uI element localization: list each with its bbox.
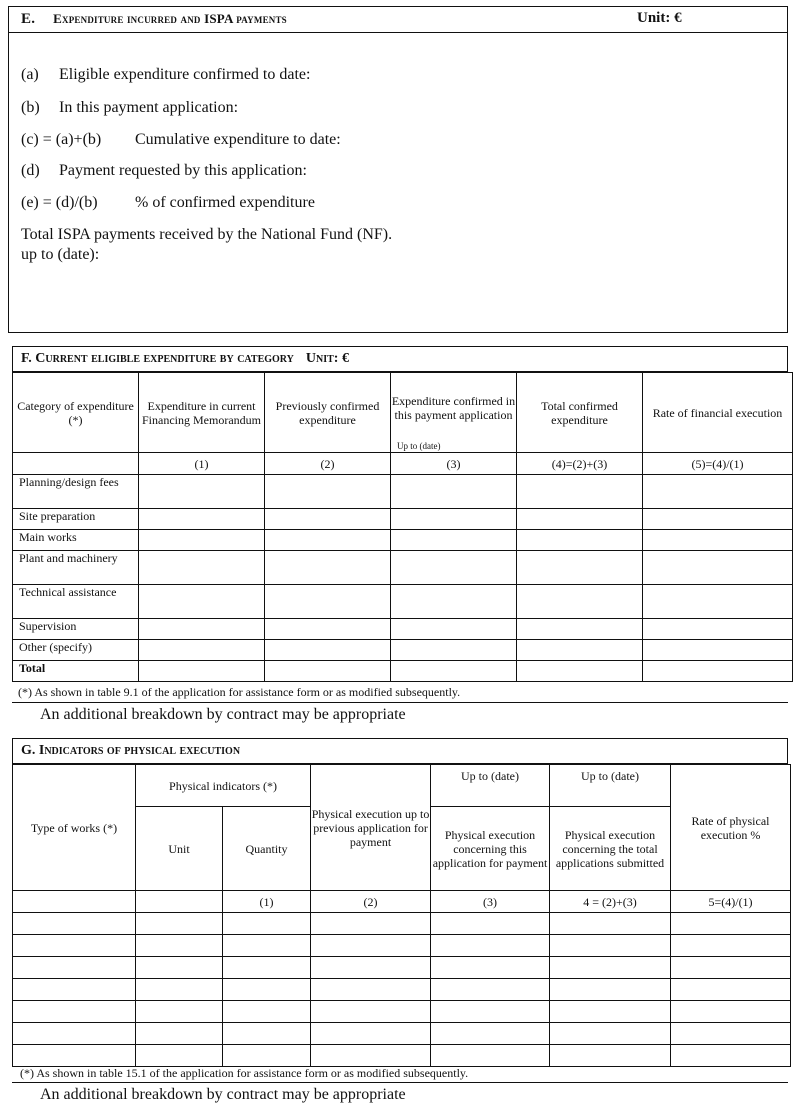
table-row — [13, 585, 793, 619]
e-line-label: (d) — [21, 162, 40, 179]
header-confirmed-this-application — [391, 373, 517, 453]
column-number: (1) — [223, 891, 311, 913]
e-line-text: Cumulative expenditure to date: — [135, 131, 341, 148]
table-row — [13, 551, 793, 585]
input-cell[interactable] — [311, 1001, 431, 1023]
column-number: (5)=(4)/(1) — [643, 453, 793, 475]
e-line-b — [21, 99, 238, 117]
input-cell[interactable] — [391, 551, 517, 585]
header-expenditure-fm: Expenditure in current Financing Memorandum — [139, 373, 265, 453]
input-cell[interactable] — [517, 619, 643, 640]
header-category: Category of expenditure (*) — [13, 373, 139, 453]
table-row — [13, 913, 791, 935]
header-physical-indicators: Physical indicators (*) — [136, 765, 311, 807]
e-line-text: In this payment application: — [59, 99, 239, 116]
section-g-note: An additional breakdown by contract may be appropriate — [40, 1086, 406, 1103]
section-f-title — [21, 351, 349, 367]
e-line-d — [21, 162, 307, 180]
input-cell[interactable] — [517, 509, 643, 530]
input-cell[interactable] — [311, 913, 431, 935]
column-number: (2) — [265, 453, 391, 475]
input-cell[interactable] — [139, 661, 265, 682]
input-cell[interactable] — [517, 475, 643, 509]
column-number: (1) — [139, 453, 265, 475]
input-cell[interactable] — [643, 619, 793, 640]
input-cell[interactable] — [391, 509, 517, 530]
input-cell[interactable] — [517, 661, 643, 682]
input-cell[interactable] — [311, 935, 431, 957]
column-number: (2) — [311, 891, 431, 913]
header-total-confirmed: Total confirmed expenditure — [517, 373, 643, 453]
input-cell[interactable] — [136, 1023, 223, 1045]
input-cell[interactable] — [391, 530, 517, 551]
input-cell[interactable] — [550, 979, 671, 1001]
input-cell[interactable] — [643, 585, 793, 619]
header-upto-date-2: Up to (date) — [550, 765, 671, 807]
header-physical-total: Physical execution concerning the total applications submitted — [550, 807, 671, 891]
input-cell[interactable] — [223, 1023, 311, 1045]
input-cell[interactable] — [13, 1023, 136, 1045]
section-e-box — [8, 33, 788, 333]
input-cell[interactable] — [223, 935, 311, 957]
input-cell[interactable] — [643, 551, 793, 585]
input-cell[interactable] — [643, 640, 793, 661]
column-number: (3) — [391, 453, 517, 475]
section-e-header — [8, 6, 788, 33]
input-cell[interactable] — [136, 1045, 223, 1067]
input-cell[interactable] — [265, 530, 391, 551]
header-type-of-works: Type of works (*) — [13, 765, 136, 891]
header-upto-date-1: Up to (date) — [431, 765, 550, 807]
table-row — [13, 1023, 791, 1045]
input-cell[interactable] — [671, 913, 791, 935]
section-f-unit: Unit: € — [305, 351, 349, 366]
input-cell[interactable] — [671, 1001, 791, 1023]
category-cell: Other (specify) — [13, 640, 139, 661]
section-e-letter: E. — [21, 11, 36, 27]
input-cell[interactable] — [517, 640, 643, 661]
e-line-label: (a) — [21, 66, 39, 83]
input-cell[interactable] — [311, 1023, 431, 1045]
header-physical-this: Physical execution concerning this application for payment — [431, 807, 550, 891]
e-line-text: Payment requested by this application: — [59, 162, 307, 179]
input-cell[interactable] — [265, 475, 391, 509]
category-cell-total: Total — [13, 661, 139, 682]
category-cell: Planning/design fees — [13, 475, 139, 509]
section-g-header — [12, 738, 788, 764]
table-row — [13, 530, 793, 551]
table-row — [13, 619, 793, 640]
input-cell[interactable] — [671, 1023, 791, 1045]
input-cell[interactable] — [139, 619, 265, 640]
column-number-blank — [13, 453, 139, 475]
input-cell[interactable] — [139, 585, 265, 619]
input-cell[interactable] — [431, 1001, 550, 1023]
header-unit: Unit — [136, 807, 223, 891]
table-header-row — [13, 373, 793, 453]
input-cell[interactable] — [311, 979, 431, 1001]
input-cell[interactable] — [265, 551, 391, 585]
table-row — [13, 1001, 791, 1023]
input-cell[interactable] — [517, 530, 643, 551]
table-row — [13, 935, 791, 957]
input-cell[interactable] — [265, 640, 391, 661]
input-cell[interactable] — [265, 509, 391, 530]
e-line-label: (e) = (d)/(b) — [21, 194, 98, 211]
input-cell[interactable] — [391, 619, 517, 640]
header-rate-financial: Rate of financial execution — [643, 373, 793, 453]
input-cell[interactable] — [391, 475, 517, 509]
e-line-e — [21, 194, 315, 212]
table-row — [13, 957, 791, 979]
input-cell[interactable] — [431, 957, 550, 979]
table-row — [13, 509, 793, 530]
e-line-label: (b) — [21, 99, 40, 116]
input-cell[interactable] — [13, 913, 136, 935]
column-number-blank — [136, 891, 223, 913]
input-cell[interactable] — [431, 913, 550, 935]
input-cell[interactable] — [517, 585, 643, 619]
column-number-row — [13, 891, 791, 913]
input-cell[interactable] — [391, 640, 517, 661]
input-cell[interactable] — [671, 1045, 791, 1067]
input-cell[interactable] — [223, 913, 311, 935]
input-cell[interactable] — [311, 957, 431, 979]
input-cell[interactable] — [223, 957, 311, 979]
input-cell[interactable] — [643, 475, 793, 509]
section-g-footnote: (*) As shown in table 15.1 of the application for assistance form or as modified subsequently. — [12, 1066, 788, 1083]
category-cell: Plant and machinery — [13, 551, 139, 585]
column-number: (3) — [431, 891, 550, 913]
input-cell[interactable] — [550, 1045, 671, 1067]
input-cell[interactable] — [136, 1001, 223, 1023]
category-cell: Technical assistance — [13, 585, 139, 619]
input-cell[interactable] — [431, 979, 550, 1001]
input-cell[interactable] — [139, 551, 265, 585]
input-cell[interactable] — [550, 913, 671, 935]
column-number: 4 = (2)+(3) — [550, 891, 671, 913]
input-cell[interactable] — [550, 935, 671, 957]
e-total-line-2: up to (date): — [21, 246, 100, 263]
section-e-title — [21, 11, 287, 28]
total-row — [13, 661, 793, 682]
input-cell[interactable] — [136, 935, 223, 957]
input-cell[interactable] — [136, 979, 223, 1001]
physical-execution-table — [12, 764, 791, 1067]
input-cell[interactable] — [643, 661, 793, 682]
input-cell[interactable] — [311, 1045, 431, 1067]
input-cell[interactable] — [431, 1023, 550, 1045]
header-physical-previous: Physical execution up to previous application for payment — [311, 765, 431, 891]
input-cell[interactable] — [223, 1045, 311, 1067]
input-cell[interactable] — [13, 979, 136, 1001]
input-cell[interactable] — [139, 475, 265, 509]
table-row — [13, 979, 791, 1001]
input-cell[interactable] — [550, 957, 671, 979]
expenditure-by-category-table — [12, 372, 793, 682]
upto-date-label: Up to (date) — [397, 441, 441, 451]
input-cell[interactable] — [139, 640, 265, 661]
section-g-title: G. Indicators of physical execution — [21, 743, 241, 758]
input-cell[interactable] — [671, 935, 791, 957]
section-e-unit: Unit: € — [637, 10, 682, 26]
category-cell: Main works — [13, 530, 139, 551]
section-f-header — [12, 346, 788, 372]
input-cell[interactable] — [139, 530, 265, 551]
input-cell[interactable] — [391, 585, 517, 619]
e-line-label: (c) = (a)+(b) — [21, 131, 102, 148]
header-confirmed-this-text: Expenditure confirmed in this payment application — [391, 393, 516, 422]
header-rate-physical: Rate of physical execution % — [671, 765, 791, 891]
e-line-a — [21, 66, 310, 84]
column-number-blank — [13, 891, 136, 913]
column-number-row — [13, 453, 793, 475]
section-f-note: An additional breakdown by contract may be appropriate — [40, 706, 406, 723]
table-row — [13, 475, 793, 509]
column-number: (4)=(2)+(3) — [517, 453, 643, 475]
input-cell[interactable] — [265, 585, 391, 619]
table-row — [13, 640, 793, 661]
e-total-line-1: Total ISPA payments received by the National Fund (NF). — [21, 226, 393, 243]
input-cell[interactable] — [431, 1045, 550, 1067]
input-cell[interactable] — [223, 979, 311, 1001]
section-e-title-text: Expenditure incurred and ISPA payments — [53, 11, 287, 26]
input-cell[interactable] — [643, 509, 793, 530]
category-cell: Site preparation — [13, 509, 139, 530]
input-cell[interactable] — [139, 509, 265, 530]
input-cell[interactable] — [550, 1023, 671, 1045]
input-cell[interactable] — [671, 979, 791, 1001]
e-line-text: Eligible expenditure confirmed to date: — [59, 66, 311, 83]
header-previously-confirmed: Previously confirmed expenditure — [265, 373, 391, 453]
section-f-title-text: F. Current eligible expenditure by category — [21, 351, 294, 366]
section-f-footnote: (*) As shown in table 9.1 of the application for assistance form or as modified subsequently. — [12, 685, 788, 703]
category-cell: Supervision — [13, 619, 139, 640]
table-row — [13, 1045, 791, 1067]
e-line-c — [21, 131, 341, 149]
input-cell[interactable] — [13, 957, 136, 979]
input-cell[interactable] — [13, 1001, 136, 1023]
input-cell[interactable] — [550, 1001, 671, 1023]
input-cell[interactable] — [391, 661, 517, 682]
header-quantity: Quantity — [223, 807, 311, 891]
input-cell[interactable] — [517, 551, 643, 585]
input-cell[interactable] — [643, 530, 793, 551]
input-cell[interactable] — [671, 957, 791, 979]
input-cell[interactable] — [223, 1001, 311, 1023]
input-cell[interactable] — [136, 957, 223, 979]
input-cell[interactable] — [13, 935, 136, 957]
input-cell[interactable] — [136, 913, 223, 935]
e-line-text: % of confirmed expenditure — [135, 194, 315, 211]
input-cell[interactable] — [265, 661, 391, 682]
input-cell[interactable] — [431, 935, 550, 957]
table-header-row-1 — [13, 765, 791, 807]
input-cell[interactable] — [13, 1045, 136, 1067]
column-number: 5=(4)/(1) — [671, 891, 791, 913]
input-cell[interactable] — [265, 619, 391, 640]
